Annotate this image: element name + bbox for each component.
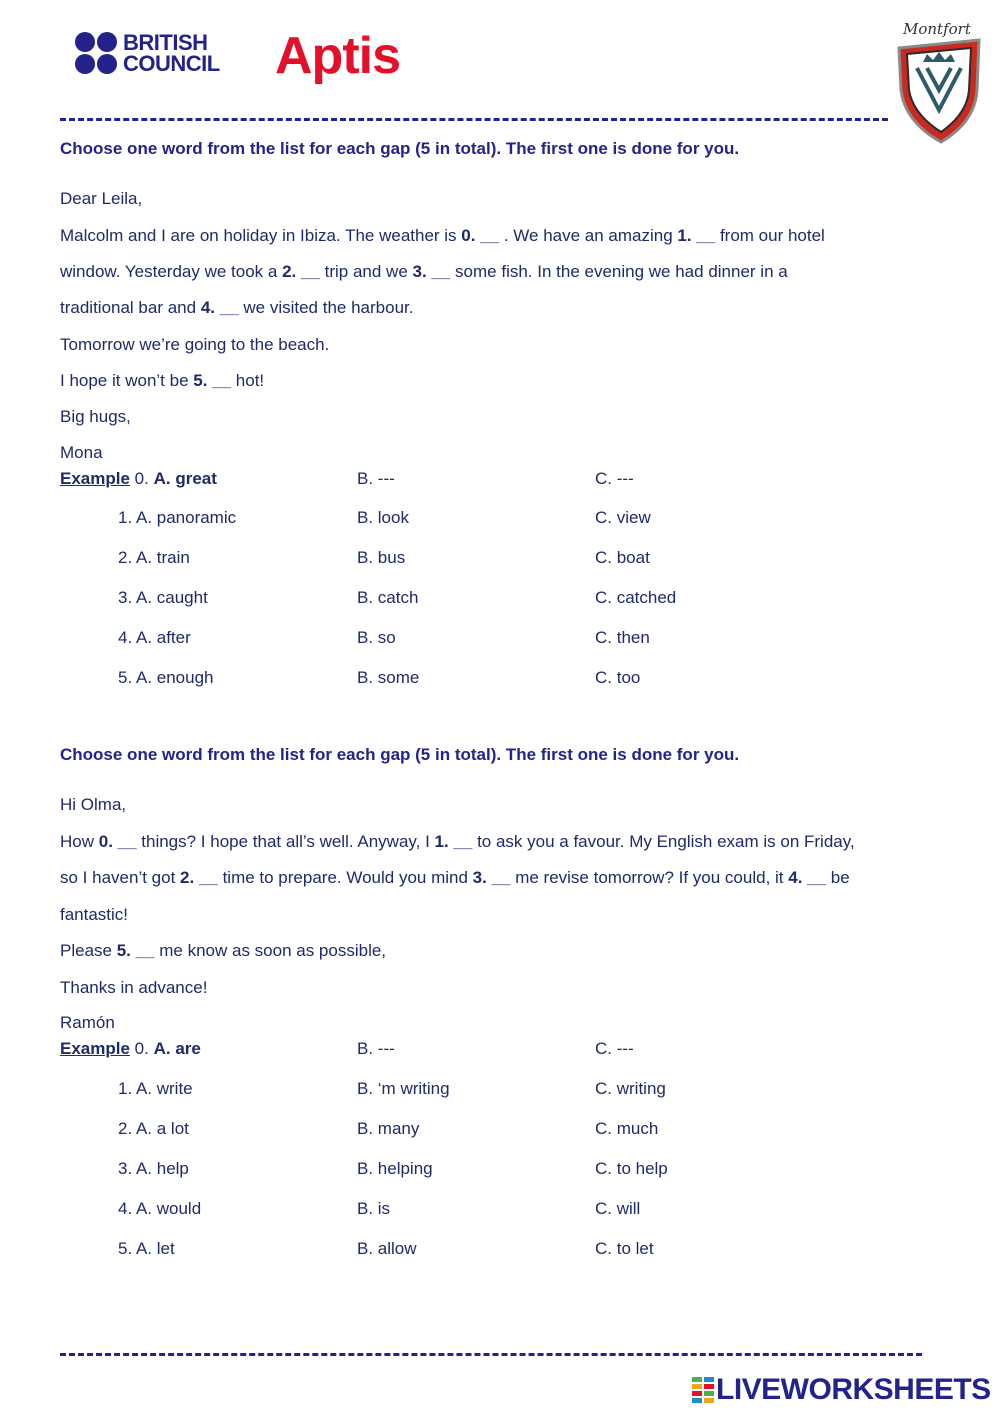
letter-text: window. Yesterday we took a bbox=[60, 262, 283, 282]
example-1-option-b: B. --- bbox=[357, 469, 395, 488]
option-a: 3. A. caught bbox=[118, 588, 208, 607]
example-answer: A. are bbox=[153, 1039, 201, 1058]
option-b: B. helping bbox=[357, 1159, 433, 1178]
example-2-option-b: B. --- bbox=[357, 1039, 395, 1058]
letter-line bbox=[60, 298, 413, 318]
letter-line bbox=[60, 371, 264, 391]
liveworksheets-icon bbox=[692, 1377, 716, 1403]
letter-text: be bbox=[826, 868, 850, 888]
option-b: B. many bbox=[357, 1119, 420, 1138]
option-a: 1. A. panoramic bbox=[118, 508, 237, 527]
letter-text: from our hotel bbox=[715, 226, 825, 245]
letter-line bbox=[60, 941, 386, 961]
option-c: C. too bbox=[595, 668, 641, 687]
greeting-2: Hi Olma, bbox=[60, 795, 127, 814]
example-number: 0. bbox=[134, 1039, 149, 1058]
crest-signature: Montfort bbox=[903, 20, 971, 38]
gap-marker: 4. __ bbox=[200, 298, 239, 318]
option-c: C. view bbox=[595, 508, 651, 527]
option-a: 1. A. write bbox=[118, 1079, 193, 1098]
option-c: C. writing bbox=[595, 1079, 666, 1098]
british-council-logo bbox=[75, 32, 220, 74]
letter-text: Malcolm and I are on holiday in Ibiza. The weather is bbox=[60, 226, 462, 245]
liveworksheets-logo bbox=[692, 1375, 991, 1405]
example-2-row bbox=[60, 1039, 201, 1059]
letter-line bbox=[60, 407, 131, 427]
option-c: C. then bbox=[595, 628, 650, 647]
letter-line bbox=[60, 226, 825, 246]
option-b: B. allow bbox=[357, 1239, 417, 1258]
example-label: Example bbox=[60, 469, 130, 488]
example-2-option-c: C. --- bbox=[595, 1039, 634, 1058]
option-c: C. to help bbox=[595, 1159, 668, 1178]
letter-line bbox=[60, 335, 329, 355]
signature-1: Mona bbox=[60, 443, 103, 462]
letter-text: we visited the harbour. bbox=[238, 298, 414, 318]
instruction-1: Choose one word from the list for each gap (5 in total). The first one is done for you. bbox=[60, 139, 740, 158]
example-1-row bbox=[60, 469, 217, 489]
option-a: 2. A. a lot bbox=[118, 1119, 189, 1138]
option-a: 2. A. train bbox=[118, 548, 190, 567]
option-a: 5. A. let bbox=[118, 1239, 175, 1258]
gap-marker: 3. __ bbox=[412, 262, 451, 282]
letter-text: some fish. In the evening we had dinner in a bbox=[450, 262, 788, 282]
letter-text: fantastic! bbox=[60, 904, 129, 924]
option-b: B. ‘m writing bbox=[357, 1079, 450, 1098]
aptis-logo: Aptis bbox=[275, 27, 400, 85]
gap-marker: 1. __ bbox=[677, 226, 716, 245]
example-answer: A. great bbox=[153, 469, 217, 488]
option-c: C. much bbox=[595, 1119, 659, 1138]
option-b: B. bus bbox=[357, 548, 406, 567]
header-divider bbox=[60, 118, 888, 121]
letter-text: me know as soon as possible, bbox=[154, 941, 387, 961]
letter-line bbox=[60, 832, 855, 852]
letter-line bbox=[60, 262, 788, 282]
letter-text: How bbox=[60, 832, 99, 851]
gap-marker: 0. __ bbox=[461, 226, 500, 245]
letter-text: time to prepare. Would you mind bbox=[217, 868, 473, 888]
example-label: Example bbox=[60, 1039, 130, 1058]
signature-2: Ramón bbox=[60, 1013, 115, 1032]
gap-marker: 0. __ bbox=[98, 832, 137, 851]
option-b: B. look bbox=[357, 508, 409, 527]
british-council-dots-icon bbox=[75, 32, 117, 74]
option-b: B. catch bbox=[357, 588, 419, 607]
letter-text: things? I hope that all’s well. Anyway, I bbox=[136, 832, 435, 851]
brand-line-1: BRITISH bbox=[123, 30, 208, 55]
gap-marker: 3. __ bbox=[472, 868, 511, 888]
option-a: 5. A. enough bbox=[118, 668, 214, 687]
letter-text: me revise tomorrow? If you could, it bbox=[510, 868, 789, 888]
letter-line bbox=[60, 868, 850, 888]
instruction-2: Choose one word from the list for each gap (5 in total). The first one is done for you. bbox=[60, 745, 740, 764]
option-a: 4. A. after bbox=[118, 628, 191, 647]
letter-text: Tomorrow we’re going to the beach. bbox=[60, 334, 330, 354]
gap-marker: 4. __ bbox=[788, 868, 827, 888]
gap-marker: 5. __ bbox=[116, 941, 155, 961]
letter-text: I hope it won’t be bbox=[60, 370, 194, 390]
option-c: C. will bbox=[595, 1199, 641, 1218]
liveworksheets-text: LIVEWORKSHEETS bbox=[716, 1373, 991, 1406]
option-c: C. catched bbox=[595, 588, 677, 607]
letter-text: so I haven’t got bbox=[60, 868, 181, 888]
footer-divider bbox=[60, 1353, 922, 1356]
option-b: B. is bbox=[357, 1199, 391, 1218]
example-1-option-c: C. --- bbox=[595, 469, 634, 488]
letter-text: traditional bar and bbox=[60, 298, 201, 318]
letter-text: hot! bbox=[231, 370, 265, 390]
option-c: C. to let bbox=[595, 1239, 654, 1258]
option-c: C. boat bbox=[595, 548, 650, 567]
brand-line-2: COUNCIL bbox=[123, 51, 220, 76]
option-b: B. so bbox=[357, 628, 396, 647]
example-number: 0. bbox=[134, 469, 149, 488]
letter-text: to ask you a favour. My English exam is on Friday, bbox=[472, 832, 855, 851]
gap-marker: 5. __ bbox=[193, 370, 232, 390]
letter-text: Thanks in advance! bbox=[60, 977, 208, 997]
option-a: 4. A. would bbox=[118, 1199, 202, 1218]
letter-text: Please bbox=[60, 941, 117, 961]
letter-line bbox=[60, 905, 128, 925]
letter-line bbox=[60, 978, 207, 998]
letter-text: . We have an amazing bbox=[499, 226, 678, 245]
gap-marker: 1. __ bbox=[434, 832, 473, 851]
gap-marker: 2. __ bbox=[180, 868, 218, 888]
montfort-crest-icon bbox=[893, 10, 985, 145]
gap-marker: 2. __ bbox=[282, 262, 320, 282]
greeting-1: Dear Leila, bbox=[60, 189, 143, 208]
option-b: B. some bbox=[357, 668, 420, 687]
letter-text: trip and we bbox=[319, 262, 413, 282]
option-a: 3. A. help bbox=[118, 1159, 189, 1178]
letter-text: Big hugs, bbox=[60, 407, 131, 426]
